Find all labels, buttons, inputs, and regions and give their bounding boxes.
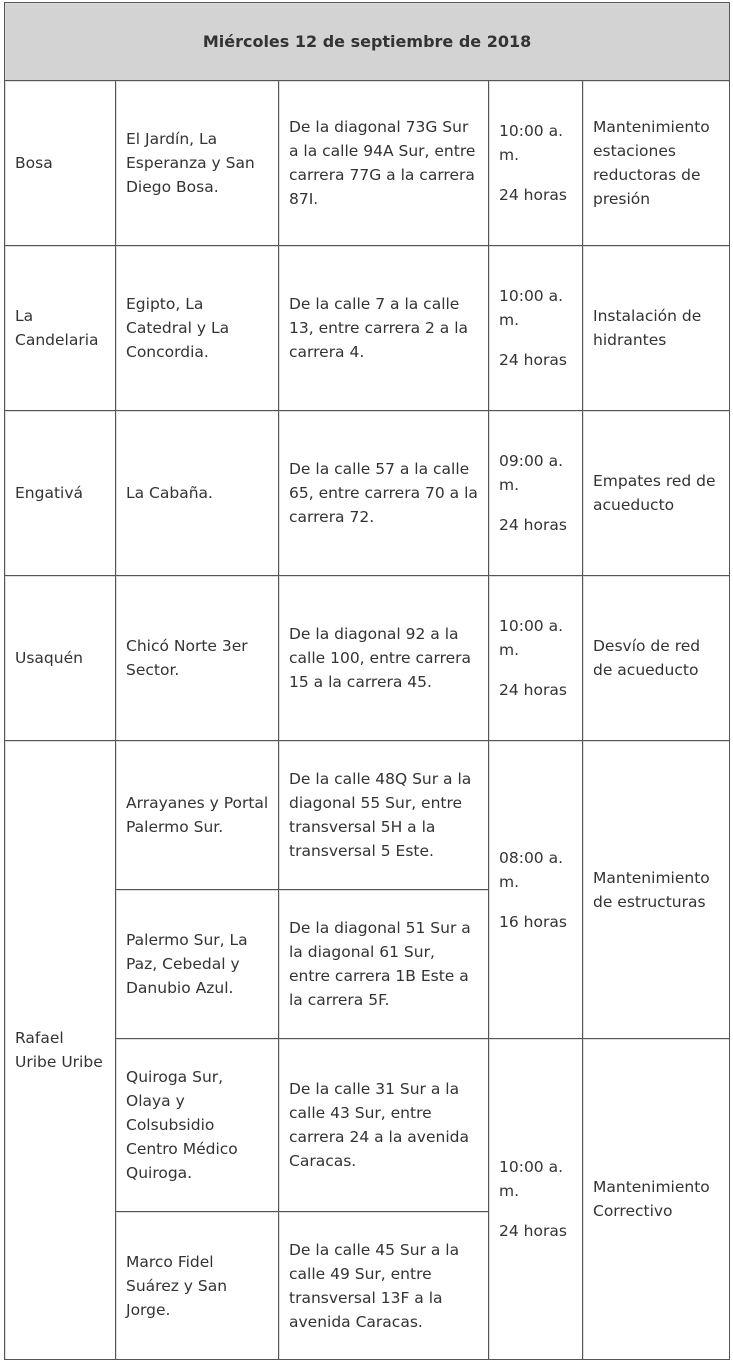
date-header: Miércoles 12 de septiembre de 2018	[5, 3, 730, 81]
schedule-table	[4, 2, 730, 1360]
table-row	[5, 246, 730, 411]
time-cell	[489, 411, 583, 576]
duration: 24 horas	[499, 186, 567, 204]
locality-cell: Usaquén	[5, 576, 116, 741]
sector-cell: De la calle 48Q Sur a la diagonal 55 Sur, entre transversal 5H a la transversal 5 Este.	[279, 741, 489, 890]
time-cell	[489, 741, 583, 1039]
sector-cell: De la calle 45 Sur a la calle 49 Sur, entre transversal 13F a la avenida Caracas.	[279, 1212, 489, 1360]
sector-cell: De la diagonal 73G Sur a la calle 94A Sur, entre carrera 77G a la carrera 87I.	[279, 81, 489, 246]
neighborhoods-cell: Palermo Sur, La Paz, Cebedal y Danubio Azul.	[116, 890, 279, 1039]
work-type-cell: Mantenimiento estaciones reductoras de presión	[583, 81, 730, 246]
header-row	[5, 3, 730, 81]
neighborhoods-cell: Egipto, La Catedral y La Concordia.	[116, 246, 279, 411]
locality-cell: Rafael Uribe Uribe	[5, 741, 116, 1360]
time-cell	[489, 1039, 583, 1360]
work-type-cell: Mantenimiento Correctivo	[583, 1039, 730, 1360]
time-cell	[489, 81, 583, 246]
neighborhoods-cell: El Jardín, La Esperanza y San Diego Bosa.	[116, 81, 279, 246]
work-type-cell: Desvío de red de acueducto	[583, 576, 730, 741]
duration: 24 horas	[499, 516, 567, 534]
sector-cell: De la calle 7 a la calle 13, entre carrera 2 a la carrera 4.	[279, 246, 489, 411]
sector-cell: De la calle 57 a la calle 65, entre carrera 70 a la carrera 72.	[279, 411, 489, 576]
neighborhoods-cell: Quiroga Sur, Olaya y Colsubsidio Centro Médico Quiroga.	[116, 1039, 279, 1212]
table-row	[5, 81, 730, 246]
work-type-cell: Mantenimiento de estructuras	[583, 741, 730, 1039]
start-time: 09:00 a. m.	[499, 452, 564, 494]
neighborhoods-cell: Chicó Norte 3er Sector.	[116, 576, 279, 741]
table-row	[5, 411, 730, 576]
table-row	[5, 741, 730, 890]
table-row	[5, 576, 730, 741]
duration: 24 horas	[499, 351, 567, 369]
duration: 24 horas	[499, 1222, 567, 1240]
time-cell	[489, 576, 583, 741]
duration: 16 horas	[499, 912, 567, 931]
work-type-cell: Empates red de acueducto	[583, 411, 730, 576]
neighborhoods-cell: Marco Fidel Suárez y San Jorge.	[116, 1212, 279, 1360]
sector-cell: De la diagonal 51 Sur a la diagonal 61 Sur, entre carrera 1B Este a la carrera 5F.	[279, 890, 489, 1039]
start-time: 10:00 a. m.	[499, 617, 564, 659]
work-type-cell: Instalación de hidrantes	[583, 246, 730, 411]
start-time: 10:00 a. m.	[499, 122, 564, 164]
locality-cell: La Candelaria	[5, 246, 116, 411]
time-cell	[489, 246, 583, 411]
start-time: 10:00 a. m.	[499, 1158, 564, 1200]
neighborhoods-cell: Arrayanes y Portal Palermo Sur.	[116, 741, 279, 890]
neighborhoods-cell: La Cabaña.	[116, 411, 279, 576]
duration: 24 horas	[499, 681, 567, 699]
start-time: 08:00 a. m.	[499, 848, 564, 891]
locality-cell: Bosa	[5, 81, 116, 246]
locality-cell: Engativá	[5, 411, 116, 576]
start-time: 10:00 a. m.	[499, 287, 564, 329]
sector-cell: De la calle 31 Sur a la calle 43 Sur, entre carrera 24 a la avenida Caracas.	[279, 1039, 489, 1212]
sector-cell: De la diagonal 92 a la calle 100, entre carrera 15 a la carrera 45.	[279, 576, 489, 741]
